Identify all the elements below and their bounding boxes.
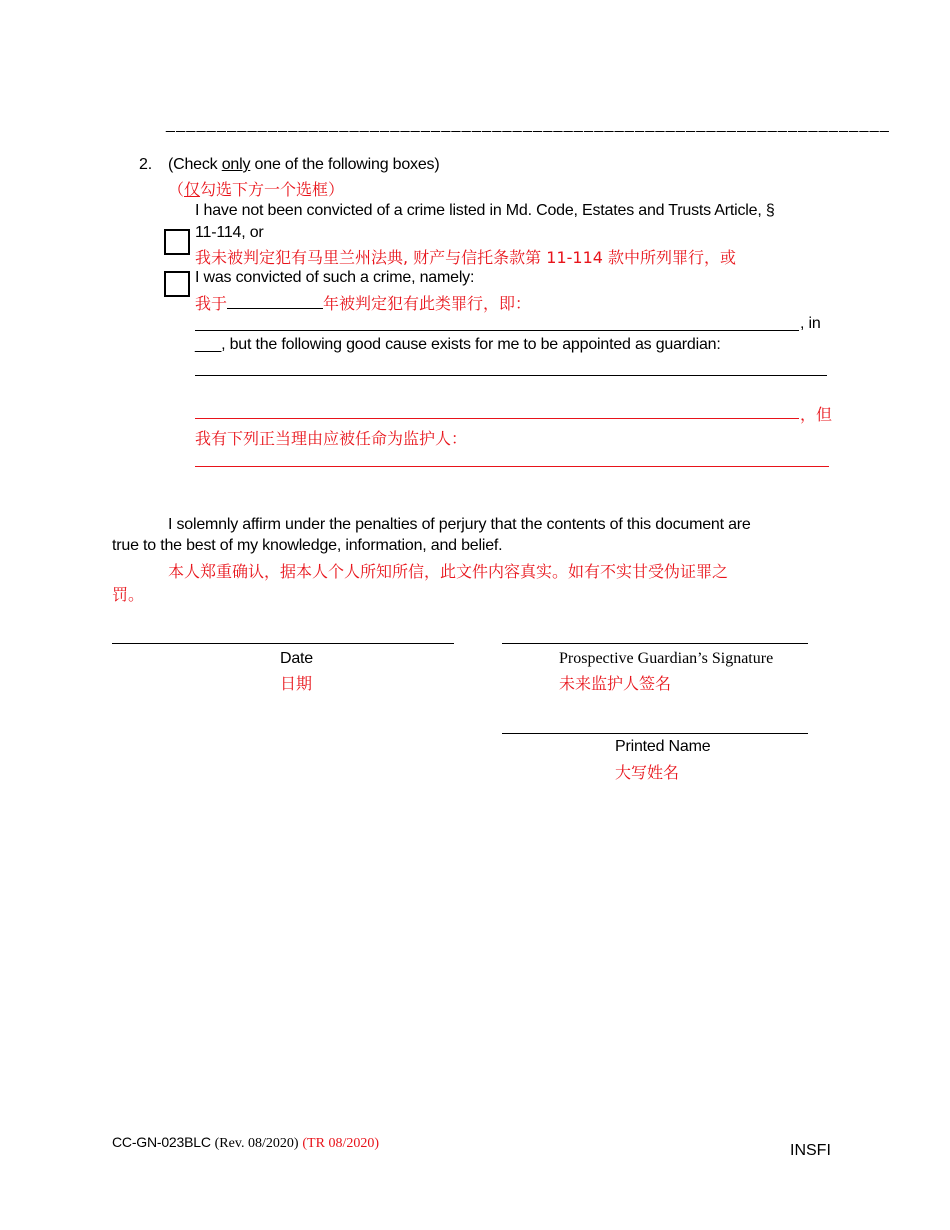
- in-suffix: , in: [800, 315, 821, 332]
- item-instruction: [168, 156, 440, 174]
- item-number: 2.: [139, 156, 152, 173]
- instruction-zh-open: （: [168, 180, 185, 199]
- affirmation-line1: I solemnly affirm under the penalties of perjury that the contents of this document are: [168, 516, 751, 533]
- footer-form-code: CC-GN-023BLC: [112, 1134, 211, 1150]
- footer-revision: (Rev. 08/2020): [214, 1136, 299, 1151]
- top-blank-line: _______________________________________________________________________: [166, 116, 891, 133]
- option2-zh-pre: 我于: [195, 294, 228, 313]
- option1-text-zh: 我未被判定犯有马里兰州法典, 财产与信托条款第 11-114 款中所列罪行，或: [195, 248, 737, 267]
- footer-right-code: INSFI: [790, 1142, 831, 1159]
- date-label: Date: [280, 650, 313, 667]
- zh-blank-line-2[interactable]: [195, 466, 829, 467]
- instruction-pre: (Check: [168, 156, 222, 173]
- option1-text-line2: 11-114, or: [195, 224, 264, 241]
- date-label-zh: 日期: [280, 674, 313, 693]
- option2-checkbox[interactable]: [164, 271, 190, 297]
- good-cause-text: , but the following good cause exists for me to be appointed as guardian:: [221, 336, 721, 353]
- good-cause-blank-line[interactable]: [195, 375, 827, 376]
- option2-text-zh: [195, 291, 531, 314]
- guardian-signature-label-zh: 未来监护人签名: [559, 674, 672, 693]
- guardian-signature-line[interactable]: [502, 643, 808, 644]
- guardian-signature-label: Prospective Guardian’s Signature: [559, 650, 774, 667]
- zh-blank-line-1[interactable]: [195, 418, 799, 419]
- printed-name-line[interactable]: [502, 733, 808, 734]
- item-instruction-zh: [168, 177, 344, 200]
- zh-but: ，但: [800, 405, 833, 424]
- affirmation-zh-line2: 罚。: [112, 585, 145, 604]
- instruction-post: one of the following boxes): [250, 156, 440, 173]
- year-blank[interactable]: [227, 294, 323, 309]
- option2-zh-post: 年被判定犯有此类罪行，即：: [323, 294, 532, 313]
- printed-name-label: Printed Name: [615, 738, 711, 755]
- option1-text-line1: I have not been convicted of a crime listed in Md. Code, Estates and Trusts Article, §: [195, 202, 775, 219]
- instruction-zh-emphasis: 仅: [184, 180, 201, 199]
- option1-checkbox[interactable]: [164, 229, 190, 255]
- short-blank[interactable]: ___: [195, 336, 222, 353]
- instruction-emphasis: only: [221, 156, 251, 173]
- instruction-zh-rest: 勾选下方一个选框）: [200, 180, 345, 199]
- zh-good-cause: 我有下列正当理由应被任命为监护人：: [195, 429, 468, 448]
- option2-text-line1: I was convicted of such a crime, namely:: [195, 269, 475, 286]
- affirmation-line2: true to the best of my knowledge, information, and belief.: [112, 537, 503, 554]
- footer-translation-revision: (TR 08/2020): [302, 1136, 379, 1151]
- footer-form-id: [112, 1134, 379, 1152]
- affirmation-zh-line1: 本人郑重确认，据本人个人所知所信，此文件内容真实。如有不实甘受伪证罪之: [168, 562, 729, 581]
- crime-blank-line[interactable]: [195, 330, 799, 331]
- printed-name-label-zh: 大写姓名: [615, 763, 680, 782]
- date-signature-line[interactable]: [112, 643, 454, 644]
- good-cause-line: [195, 336, 721, 354]
